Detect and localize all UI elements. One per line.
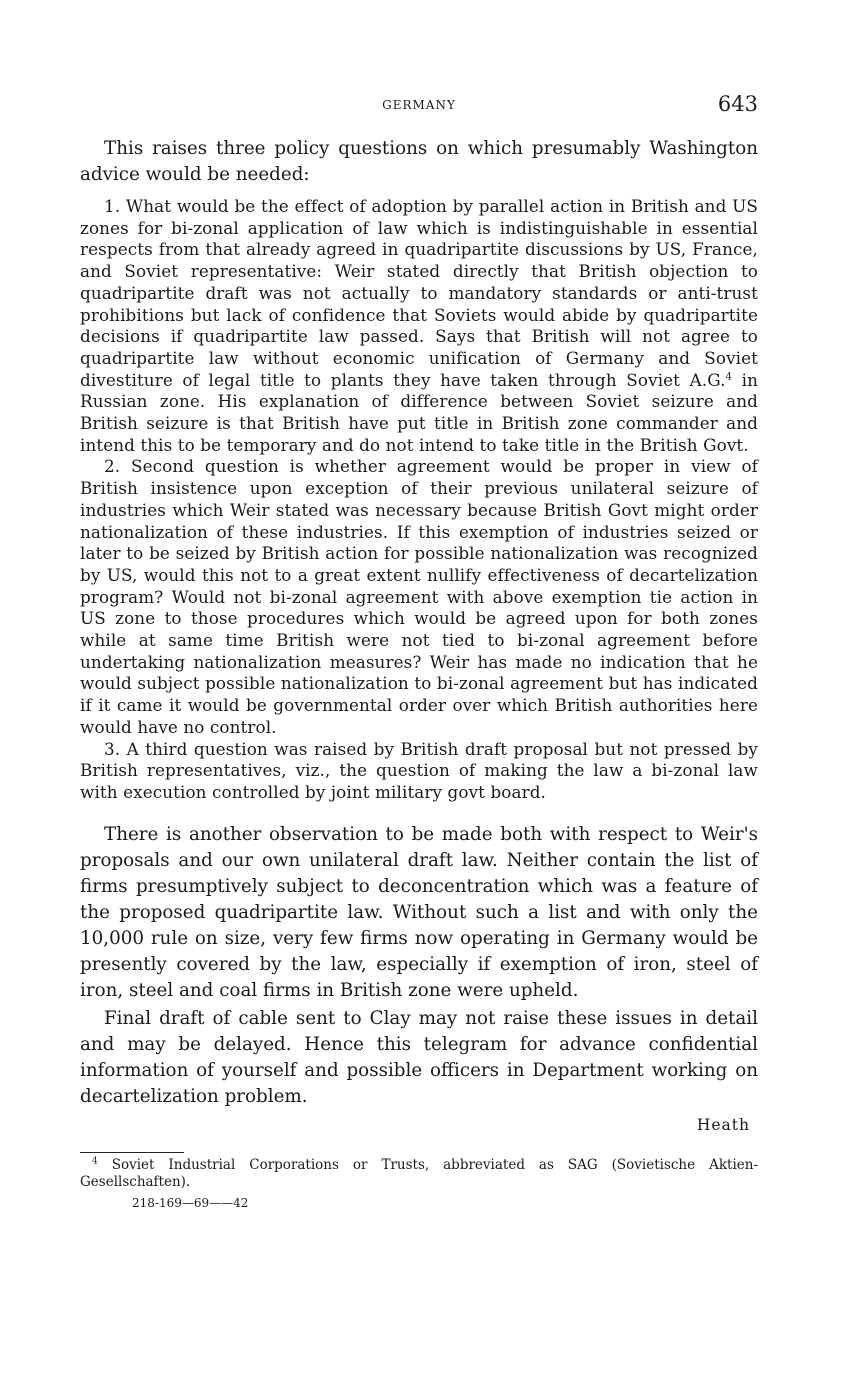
question-2: 2. Second question is whether agreement would be proper in view of British insistence upon exception of their previous unilateral seizure of industries which Weir stated was necessary because British Govt might order nationalization of these industries. If this exemption of industries seized or later to be seized by British action for possible nationalization was recognized by US, would this not to a great extent nullify effectiveness of decartelization program? Would not bi-zonal agreement with above exemption tie action in US zone to those procedures which would be agreed upon for both zones while at same time British were not tied to bi-zonal agreement before undertaking nationalization measures? Weir has made no indication that he would subject possible nationalization to bi-zonal agreement but has indicated if it came it would be governmental order over which British authorities here would have no control. bbox=[80, 456, 758, 737]
footnote bbox=[80, 1157, 758, 1192]
question-1-text-cont: in Russian zone. His explanation of difference between Soviet seizure and British seizure is that British have put title in British zone commander and intend this to be temporary and do not intend to take title in the British Govt. bbox=[80, 369, 758, 455]
question-3: 3. A third question was raised by British draft proposal but not pressed by British representatives, viz., the question of making the law a bi-zonal law with execution controlled by joint military govt board. bbox=[80, 738, 758, 802]
signature: Heath bbox=[696, 1115, 750, 1134]
question-1 bbox=[80, 196, 758, 456]
running-head: GERMANY bbox=[382, 98, 456, 112]
question-1-text: 1. What would be the effect of adoption by parallel action in British and US zones for bi-zonal application of law which is indistinguishable in essential respects from that already agreed in quadripartite discussions by US, France, and Soviet representative: Weir stated directly that British objection to quadripartite draft was not actually to mandatory standards or anti-trust prohibitions but lack of confidence that Soviets would abide by quadripartite decisions if quadripartite law passed. Says that British will not agree to quadripartite law without economic unification of Germany and Soviet divestiture of legal title to plants they have taken through Soviet A.G. bbox=[80, 196, 758, 390]
print-code: 218-169—69——42 bbox=[132, 1195, 249, 1210]
page-header bbox=[80, 92, 758, 122]
footnote-ref: 4 bbox=[725, 371, 733, 383]
page-number: 643 bbox=[717, 92, 758, 116]
observation-paragraph: There is another observation to be made both with respect to Weir's proposals and our own unilateral draft law. Neither contain the list of firms presumptively subject to deconcentration which was a feature of the proposed quadripartite law. Without such a list and with only the 10,000 rule on size, very few firms now operating in Germany would be presently covered by the law, especially if exemption of iron, steel of iron, steel and coal firms in British zone were upheld. bbox=[80, 823, 758, 1001]
footnote-rule bbox=[80, 1152, 184, 1153]
questions-list bbox=[80, 196, 758, 804]
final-paragraph: Final draft of cable sent to Clay may not raise these issues in detail and may be delayed. Hence this telegram for advance confidential information of yourself and possible officers in Department working on decartelization problem. bbox=[80, 1007, 758, 1107]
footnote-text: Soviet Industrial Corporations or Trusts, abbreviated as SAG (Sovietische Aktien-Gesellschaften). bbox=[80, 1156, 759, 1191]
page-body bbox=[80, 136, 758, 1210]
intro-paragraph: This raises three policy questions on which presumably Washington advice would be needed: bbox=[80, 138, 758, 185]
footnote-marker: 4 bbox=[92, 1156, 98, 1167]
